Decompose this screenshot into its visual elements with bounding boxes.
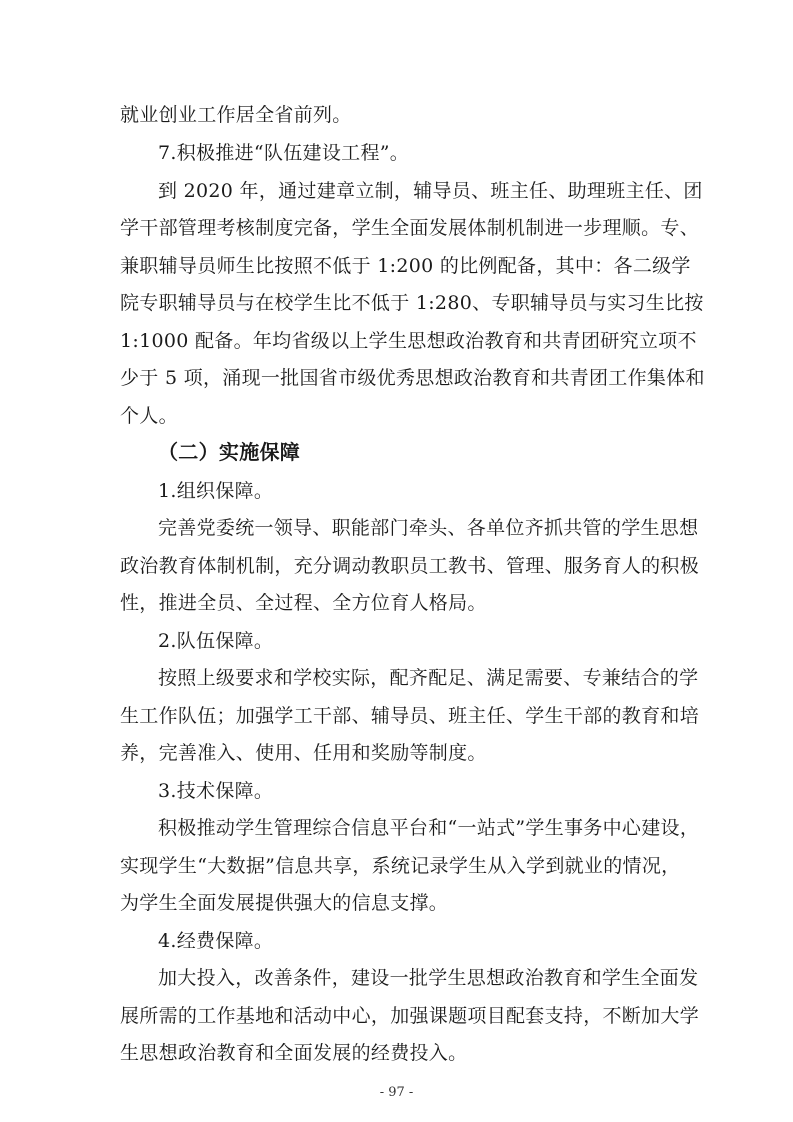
section-item-title: 2.队伍保障。 xyxy=(158,630,274,652)
paragraph-line: 学干部管理考核制度完备，学生全面发展体制机制进一步理顺。专、 xyxy=(120,217,700,239)
paragraph-line: 养，完善准入、使用、任用和奖励等制度。 xyxy=(120,742,487,764)
paragraph-line: 政治教育体制机制，充分调动教职员工教书、管理、服务育人的积极 xyxy=(120,555,700,577)
section-item-title: 3.技术保障。 xyxy=(158,780,274,802)
paragraph-line: 兼职辅导员师生比按照不低于 1:200 的比例配备，其中：各二级学 xyxy=(120,255,691,277)
paragraph-line: 个人。 xyxy=(120,405,178,427)
paragraph-line: 完善党委统一领导、职能部门牵头、各单位齐抓共管的学生思想 xyxy=(158,517,699,539)
section-heading: （二）实施保障 xyxy=(158,440,301,464)
paragraph-line: 为学生全面发展提供强大的信息支撑。 xyxy=(120,892,449,914)
paragraph-line: 生工作队伍；加强学工干部、辅导员、班主任、学生干部的教育和培 xyxy=(120,705,700,727)
paragraph-line: 1:1000 配备。年均省级以上学生思想政治教育和共青团研究立项不 xyxy=(120,330,697,352)
section-item-title: 1.组织保障。 xyxy=(158,480,274,502)
paragraph-line: 生思想政治教育和全面发展的经费投入。 xyxy=(120,1042,468,1064)
section-item-title: 7.积极推进“队伍建设工程”。 xyxy=(158,142,410,164)
paragraph-line: 实现学生“大数据”信息共享，系统记录学生从入学到就业的情况， xyxy=(120,855,681,877)
paragraph-line: 少于 5 项，涌现一批国省市级优秀思想政治教育和共青团工作集体和 xyxy=(120,367,705,389)
paragraph-line: 就业创业工作居全省前列。 xyxy=(120,104,352,126)
paragraph-line: 到 2020 年，通过建章立制，辅导员、班主任、助理班主任、团 xyxy=(158,180,703,202)
section-item-title: 4.经费保障。 xyxy=(158,930,274,952)
paragraph-line: 性，推进全员、全过程、全方位育人格局。 xyxy=(120,592,487,614)
paragraph-line: 按照上级要求和学校实际，配齐配足、满足需要、专兼结合的学 xyxy=(158,667,699,689)
paragraph-line: 加大投入，改善条件，建设一批学生思想政治教育和学生全面发 xyxy=(158,967,699,989)
paragraph-line: 院专职辅导员与在校学生比不低于 1:280、专职辅导员与实习生比按 xyxy=(120,292,704,314)
page-number: - 97 - xyxy=(379,1085,414,1100)
paragraph-line: 展所需的工作基地和活动中心，加强课题项目配套支持，不断加大学 xyxy=(120,1005,700,1027)
paragraph-line: 积极推动学生管理综合信息平台和“一站式”学生事务中心建设， xyxy=(158,817,700,839)
